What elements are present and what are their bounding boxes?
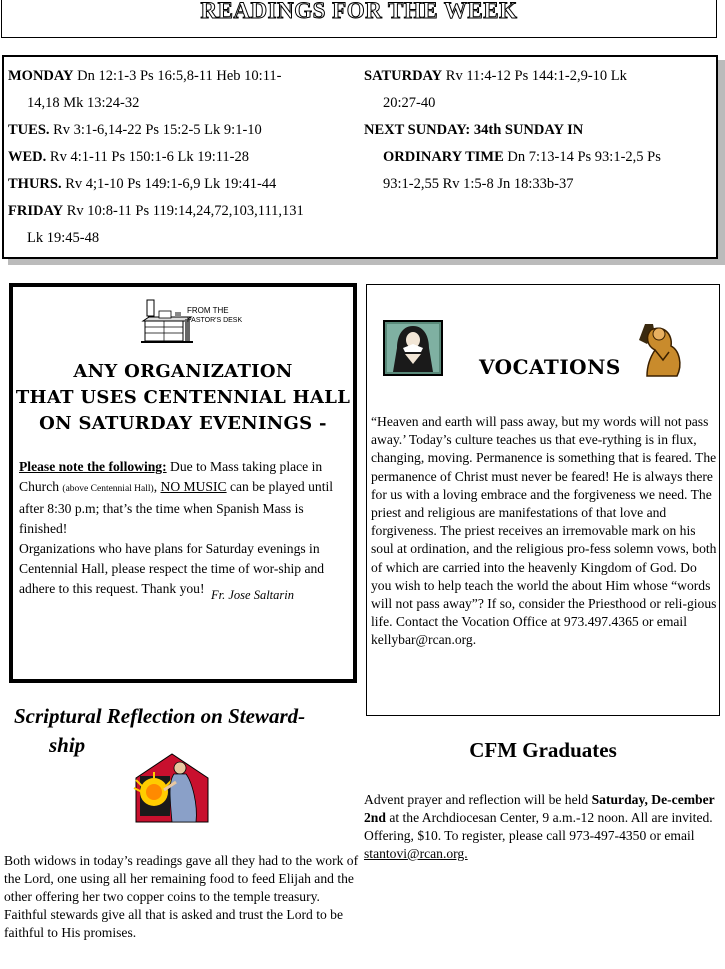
reading-tuesday: TUES. Rv 3:1-6,14-22 Ps 15:2-5 Lk 9:1-10 [8,122,262,138]
praying-nun-icon [383,320,443,376]
reading-sunday: NEXT SUNDAY: 34th SUNDAY IN [364,122,584,138]
svg-text:FROM THE: FROM THE [187,306,229,315]
pastor-paragraph-1: Please note the following: Due to Mass taking place in Church (above Centennial Hall), NO MUSIC can be played until after 8:30 p.m; that’s the time when Spanish Mass is finished! [19,459,334,536]
pastor-heading-line-3: ON SATURDAY EVENINGS - [39,413,327,434]
pastor-heading-line-1: ANY ORGANIZATION [73,361,293,382]
readings-box [2,55,718,259]
reading-friday: FRIDAY Rv 10:8-11 Ps 119:14,24,72,103,111,131 [8,203,304,219]
stewardship-body: Both widows in today’s readings gave all they had to the work of the Lord, one using all her remaining food to feed Elijah and the other offering her two copper coins to the temple treasury. Faithful stewards give all that is asked and trust the Lord to be faithful to His promises. [4,853,359,940]
reading-saturday-cont: 20:27-40 [383,95,436,111]
cfm-title: CFM Graduates [469,738,617,762]
praying-figure-icon [633,320,689,380]
vocations-title: VOCATIONS [479,355,621,379]
cfm-email-link[interactable]: stantovi@rcan.org. [364,846,468,861]
svg-text:PASTOR'S DESK: PASTOR'S DESK [187,317,243,324]
readings-right-column [364,63,714,198]
readings-left-column [8,63,358,252]
header-box [1,0,717,38]
reading-monday: MONDAY Dn 12:1-3 Ps 16:5,8-11 Heb 10:11- [8,68,282,84]
reading-saturday: SATURDAY Rv 11:4-12 Ps 144:1-2,9-10 Lk [364,68,627,84]
reading-thursday: THURS. Rv 4;1-10 Ps 149:1-6,9 Lk 19:41-44 [8,176,277,192]
cfm-body: Advent prayer and reflection will be held Saturday, De-cember 2nd at the Archdiocesan Center, 9 a.m.-12 noon. All are invited. Offering, $10. To register, please call 973-497-4350 or email stantovi@rcan.org. [364,792,715,861]
page-title: READINGS FOR THE WEEK [200,0,518,23]
pastor-body [19,457,349,599]
widow-offering-icon [132,752,212,824]
reading-sunday-line3: 93:1-2,55 Rv 1:5-8 Jn 18:33b-37 [383,176,574,192]
reading-wednesday: WED. Rv 4:1-11 Ps 150:1-6 Lk 19:11-28 [8,149,250,165]
pastor-signature: Fr. Jose Saltarin [211,588,294,602]
pastor-paragraph-2: Organizations who have plans for Saturday evenings in Centennial Hall, please respect the time of wor-ship and adhere to this request. Thank you! [19,541,325,596]
pastor-heading-line-2: THAT USES CENTENNIAL HALL [15,387,351,408]
stewardship-title: Scriptural Reflection on Steward- ship [14,704,306,757]
vocations-box [366,284,720,716]
reading-friday-cont: Lk 19:45-48 [27,230,100,246]
pastors-desk-icon [139,297,243,345]
pastor-notice-box [9,283,357,683]
reading-monday-cont: 14,18 Mk 13:24-32 [27,95,140,111]
reading-sunday-line2: ORDINARY TIME Dn 7:13-14 Ps 93:1-2,5 Ps [383,149,661,165]
vocations-body: “Heaven and earth will pass away, but my words will not pass away.’ Today’s culture teaches us that eve-rything is in flux, changing, moving. Permanence is something that is feared. The permanence of Christ must never be feared! He is always there for us with a loving embrace and the forgiveness we need. The priest and religious are manifestations of that love and forgiveness. The priest receives an irremovable mark on his soul at ordination, and the religious pro-fess solemn vows, both of which are carried into the heavenly Kingdom of God. Do you wish to help teach the world the about Him whose “words will not pass away”? If so, consider the Priesthood or reli-gious life. Contact the Vocation Office at 973.497.4365 or email kellybar@rcan.org. [371,414,717,648]
